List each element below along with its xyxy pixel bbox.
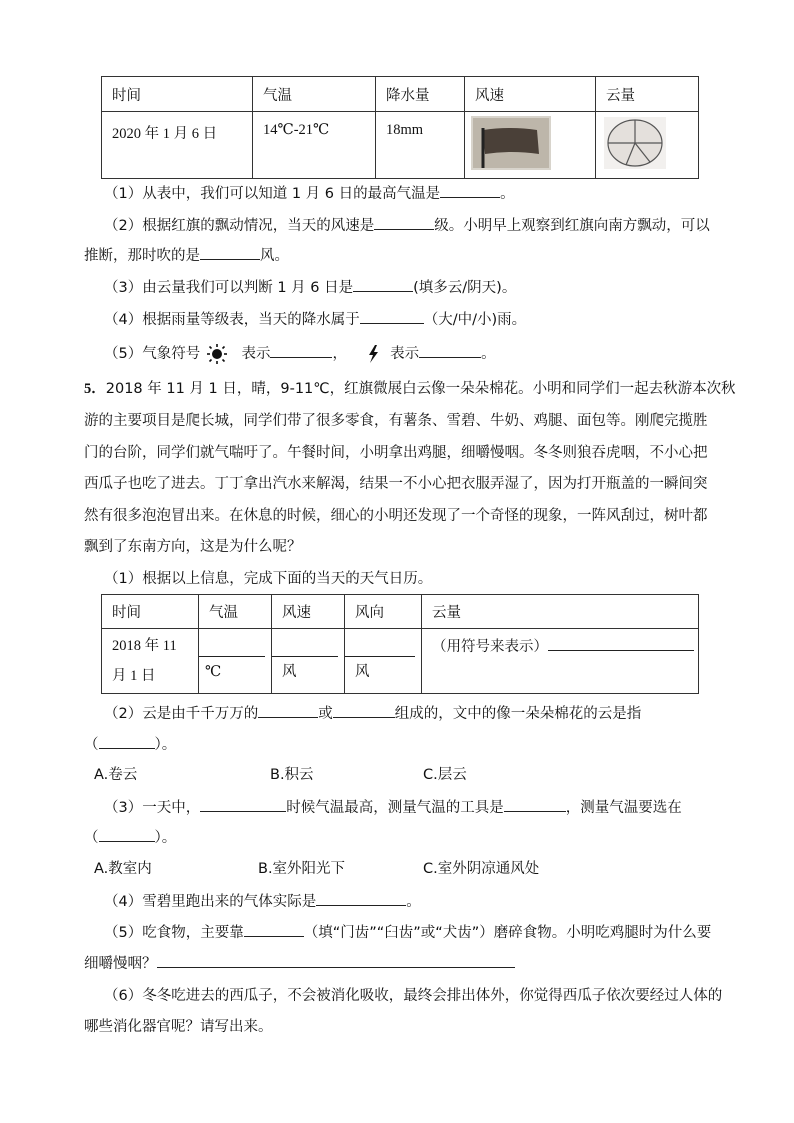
flag-photo	[471, 116, 551, 170]
answer-blank[interactable]	[258, 703, 318, 718]
table2-header-temp: 气温	[199, 595, 272, 629]
answer-blank[interactable]	[548, 636, 694, 651]
q5-sub6: （6）冬冬吃进去的西瓜子，不会被消化吸收，最终会排出体外，你觉得西瓜子依次要经过人体的	[104, 988, 723, 1004]
q5-passage-line: 门的台阶，同学们就气喘吁了。午餐时间，小明拿出鸡腿，细嚼慢咽。冬冬则狼吞虎咽，不小心把	[84, 445, 708, 461]
answer-blank[interactable]	[200, 797, 286, 812]
table2-header-time: 时间	[102, 595, 199, 629]
answer-blank[interactable]	[353, 277, 413, 292]
q5-passage-line: 飘到了东南方向，这是为什么呢？	[84, 539, 302, 555]
table2-cloud-cell: （用符号来表示）	[422, 629, 699, 694]
q5-sub3-option-a[interactable]: A.教室内	[94, 861, 152, 877]
table1-header-cloud: 云量	[596, 77, 699, 112]
q4-sub2: （2）根据红旗的飘动情况，当天的风速是 级。小明早上观察到红旗向南方飘动，可以	[104, 215, 710, 236]
answer-blank[interactable]	[333, 703, 395, 718]
q5-sub3: （3）一天中， 时候气温最高，测量气温的工具是 ，测量气温要选在	[104, 797, 682, 818]
weather-calendar-table	[101, 594, 699, 694]
table1-date: 2020 年 1 月 6 日	[102, 112, 253, 179]
q5-sub2-paren: （ ）。	[84, 734, 176, 755]
answer-blank[interactable]	[157, 953, 515, 968]
answer-blank[interactable]	[200, 245, 260, 260]
table1-header-temp: 气温	[253, 77, 376, 112]
q5-passage-line: 游的主要项目是爬长城，同学们带了很多零食，有薯条、雪碧、牛奶、鸡腿、面包等。刚爬完揽胜	[84, 413, 708, 429]
q5-sub5-cont: 细嚼慢咽？	[84, 953, 515, 974]
table2-header-speed: 风速	[272, 595, 345, 629]
q5-sub3-option-c[interactable]: C.室外阴凉通风处	[423, 861, 540, 877]
q5-sub5: （5）吃食物，主要靠 （填“门齿”“臼齿”或“犬齿”）磨碎食物。小明吃鸡腿时为什么要	[104, 922, 711, 943]
lightning-icon	[366, 344, 380, 364]
table2-date: 2018 年 11 月 1 日	[102, 629, 199, 694]
q5-sub2-option-c[interactable]: C.层云	[423, 767, 467, 783]
answer-blank[interactable]	[360, 309, 424, 324]
q5-sub2-option-b[interactable]: B.积云	[270, 767, 314, 783]
q5-passage-line: 5．2018 年 11 月 1 日，晴，9-11℃，红旗微展白云像一朵朵棉花。小明和同学们一起去秋游本次秋	[84, 381, 736, 397]
q5-sub1: （1）根据以上信息，完成下面的当天的天气日历。	[104, 571, 433, 587]
table1-cloud-cell	[596, 112, 699, 179]
q5-sub2: （2）云是由千千万万的 或 组成的，文中的像一朵朵棉花的云是指	[104, 703, 641, 724]
table2-header-dir: 风向	[345, 595, 422, 629]
table1-wind-cell	[465, 112, 596, 179]
q4-sub3: （3）由云量我们可以判断 1 月 6 日是 (填多云/阴天)。	[104, 277, 516, 298]
sun-icon	[205, 343, 229, 365]
q5-sub4: （4）雪碧里跑出来的气体实际是 。	[104, 891, 421, 912]
answer-blank[interactable]	[374, 215, 434, 230]
q5-sub3-paren: （ ）。	[84, 827, 176, 848]
table2-header-cloud: 云量	[422, 595, 699, 629]
q5-passage-line: 然有很多泡泡冒出来。在休息的时候，细心的小明还发现了一个奇怪的现象，一阵风刮过，树叶都	[84, 508, 708, 524]
table1-rain: 18mm	[376, 112, 465, 179]
answer-blank[interactable]	[440, 183, 500, 198]
q4-sub4: （4）根据雨量等级表，当天的降水属于 （大/中/小)雨。	[104, 309, 526, 330]
answer-blank[interactable]	[270, 343, 332, 358]
table2-temp-cell: ℃	[199, 629, 272, 694]
q5-sub6-cont: 哪些消化器官呢？请写出来。	[84, 1019, 273, 1035]
table1-header-time: 时间	[102, 77, 253, 112]
cloud-pie-icon	[604, 117, 666, 169]
table2-dir-cell: 风	[345, 629, 422, 694]
answer-blank[interactable]	[199, 636, 265, 657]
table2-speed-cell: 风	[272, 629, 345, 694]
answer-blank[interactable]	[419, 343, 481, 358]
weather-table-1	[101, 76, 699, 179]
q4-sub5: （5）气象符号 表示 ， 表示 。	[104, 343, 496, 365]
table1-temp: 14℃-21℃	[253, 112, 376, 179]
q5-sub2-option-a[interactable]: A.卷云	[94, 767, 138, 783]
answer-blank[interactable]	[99, 827, 155, 842]
table1-header-wind: 风速	[465, 77, 596, 112]
q5-passage-line: 西瓜子也吃了进去。丁丁拿出汽水来解渴，结果一不小心把衣服弄湿了，因为打开瓶盖的一瞬间突	[84, 476, 708, 492]
answer-blank[interactable]	[99, 734, 155, 749]
answer-blank[interactable]	[504, 797, 566, 812]
answer-blank[interactable]	[316, 891, 406, 906]
answer-blank[interactable]	[272, 636, 338, 657]
q4-sub1: （1）从表中，我们可以知道 1 月 6 日的最高气温是 。	[104, 183, 515, 204]
q4-sub2-cont: 推断，那时吹的是 风。	[84, 245, 289, 266]
answer-blank[interactable]	[244, 922, 304, 937]
q5-sub3-option-b[interactable]: B.室外阳光下	[258, 861, 346, 877]
table1-header-rain: 降水量	[376, 77, 465, 112]
answer-blank[interactable]	[345, 636, 415, 657]
